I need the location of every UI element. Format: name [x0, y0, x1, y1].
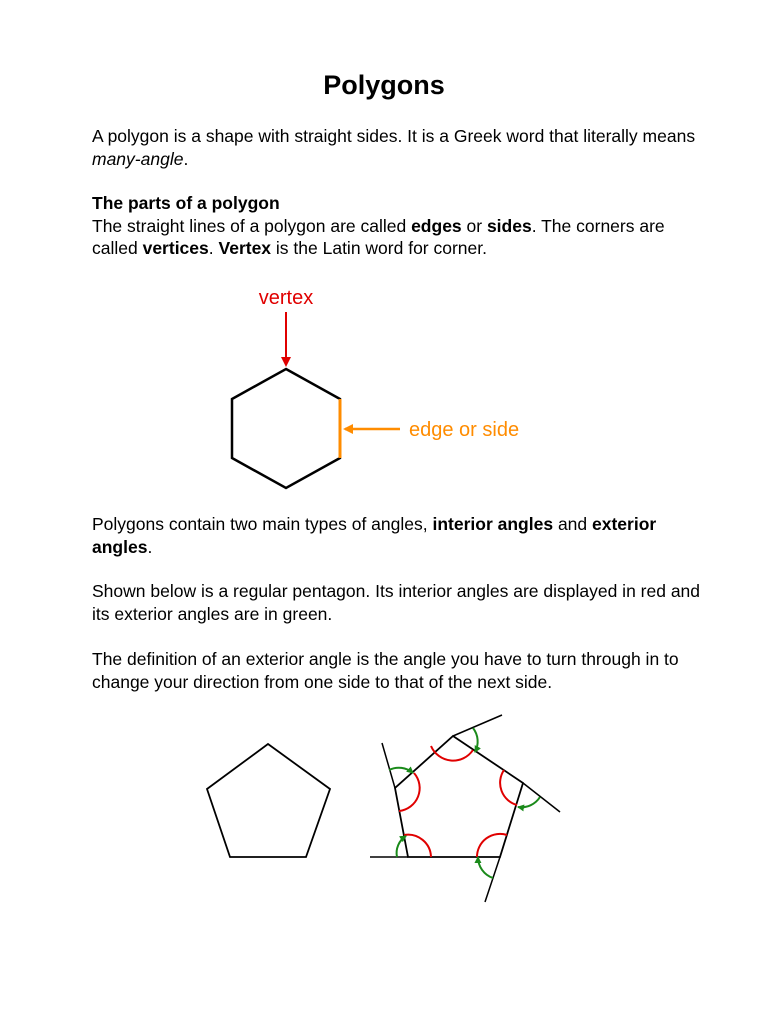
- regular-pentagon: [207, 744, 330, 857]
- term-vertex: Vertex: [218, 238, 272, 258]
- definition-paragraph: The definition of an exterior angle is the angle you have to turn through in to change your direction from one side to that of the next side.: [92, 649, 679, 692]
- term-edges: edges: [411, 215, 462, 236]
- vertex-label: vertex: [258, 287, 314, 309]
- extension-line: [523, 783, 560, 812]
- angle-pentagon-diagram: [370, 715, 560, 902]
- term-exterior-angles: exterior angles: [92, 514, 657, 557]
- extension-line: [485, 857, 500, 902]
- term-sides: sides: [486, 215, 532, 236]
- exterior-angle-arc: [478, 857, 493, 878]
- pentagon-paragraph: Shown below is a regular pentagon. Its interior angles are displayed in red and its exterior angles are in green.: [92, 581, 701, 624]
- interior-angle-arc: [477, 834, 507, 857]
- extension-line: [453, 715, 502, 736]
- exterior-angle-arc: [518, 797, 540, 807]
- term-interior-angles: interior angles: [432, 514, 554, 534]
- hexagon-shape: [232, 369, 340, 488]
- intro-paragraph: A polygon is a shape with straight sides. It is a Greek word that literally means many-angle.: [92, 126, 696, 169]
- exterior-angle-arc: [473, 728, 478, 752]
- page-title: Polygons: [323, 70, 445, 100]
- interior-angle-arc: [500, 770, 517, 805]
- term-vertices: vertices: [142, 238, 209, 258]
- parts-paragraph: The parts of a polygon The straight lines of a polygon are called edges or sides. The corners are called vertices. Vertex is the Latin word for corner.: [92, 193, 665, 258]
- many-angle-term: many-angle: [92, 148, 184, 169]
- interior-angle-arc: [431, 746, 473, 761]
- exterior-angle-arc: [389, 768, 413, 773]
- edge-label: edge or side: [409, 419, 520, 441]
- extension-line: [382, 743, 395, 788]
- hexagon-diagram: [232, 287, 519, 488]
- angle-types-paragraph: Polygons contain two main types of angles, interior angles and exterior angles.: [92, 514, 657, 557]
- parts-heading: The parts of a polygon: [92, 193, 280, 213]
- interior-angle-arc: [399, 773, 420, 811]
